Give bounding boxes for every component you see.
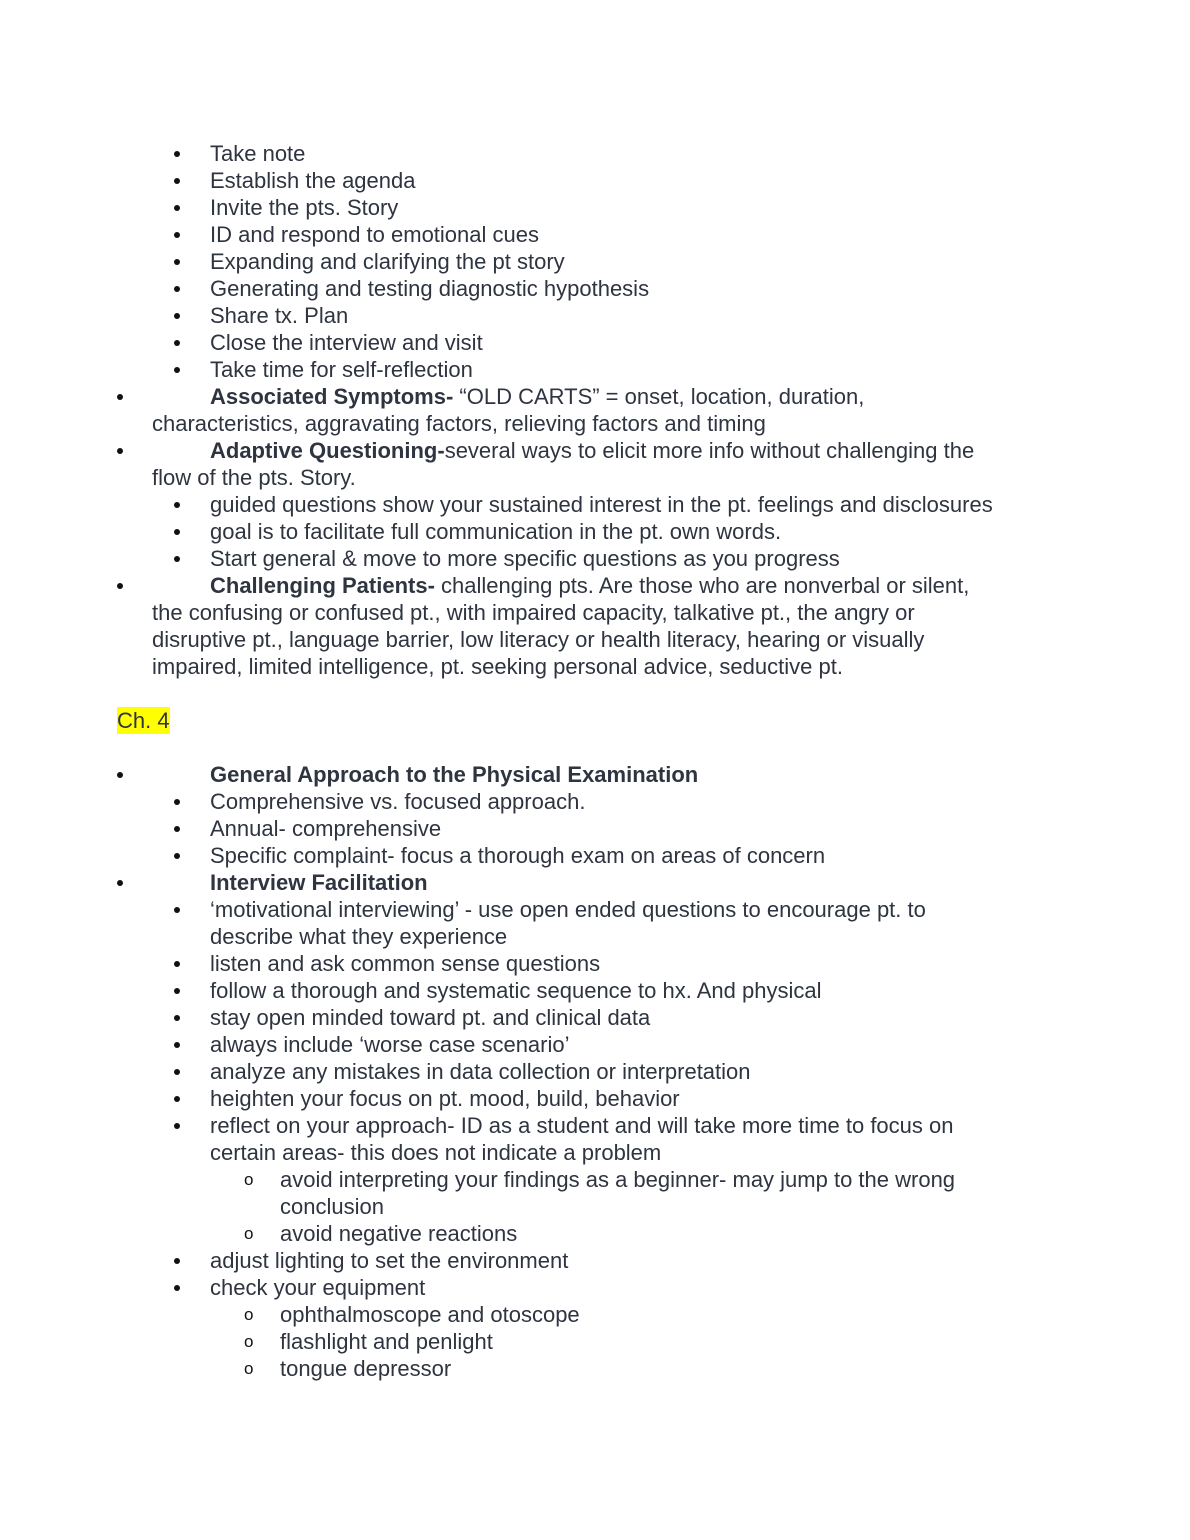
- challenging-patients-term: Challenging Patients-: [210, 573, 435, 598]
- list-item: listen and ask common sense questions: [0, 950, 1190, 977]
- associated-symptoms-item: [0, 383, 1040, 437]
- sub-list-item: o ophthalmoscope and otoscope: [0, 1301, 1190, 1328]
- list-item: heighten your focus on pt. mood, build, behavior: [0, 1085, 1190, 1112]
- list-item: Expanding and clarifying the pt story: [0, 248, 1190, 275]
- interview-facilitation-term: Interview Facilitation: [210, 870, 428, 895]
- general-approach-item: [0, 761, 1190, 788]
- list-item: Establish the agenda: [0, 167, 1190, 194]
- list-item: Start general & move to more specific questions as you progress: [0, 545, 1190, 572]
- list-item: reflect on your approach- ID as a student and will take more time to focus on certain areas- this does not indicate a problem: [0, 1112, 1010, 1166]
- associated-symptoms-term: Associated Symptoms-: [210, 384, 454, 409]
- list-item: Take note: [0, 140, 1190, 167]
- chapter-heading: Ch. 4: [117, 708, 170, 733]
- list-item: Close the interview and visit: [0, 329, 1190, 356]
- list-item: analyze any mistakes in data collection or interpretation: [0, 1058, 1190, 1085]
- list-item: Annual- comprehensive: [0, 815, 1190, 842]
- list-item: Invite the pts. Story: [0, 194, 1190, 221]
- list-item: ‘motivational interviewing’ - use open ended questions to encourage pt. to describe what they experience: [0, 896, 1000, 950]
- list-item: goal is to facilitate full communication in the pt. own words.: [0, 518, 1190, 545]
- adaptive-questioning-cont: flow of the pts. Story.: [152, 465, 356, 490]
- list-item: stay open minded toward pt. and clinical data: [0, 1004, 1190, 1031]
- interview-facilitation-item: [0, 869, 1190, 896]
- adaptive-questioning-item: [0, 437, 1040, 491]
- sub-list-item: o avoid interpreting your findings as a beginner- may jump to the wrong conclusion: [0, 1166, 1010, 1220]
- list-item: check your equipment: [0, 1274, 1190, 1301]
- associated-symptoms-text: “OLD CARTS” = onset, location, duration,: [453, 384, 865, 409]
- challenging-patients-text: challenging pts. Are those who are nonverbal or silent,: [434, 573, 970, 598]
- sub-list-item: o flashlight and penlight: [0, 1328, 1190, 1355]
- list-item: Generating and testing diagnostic hypothesis: [0, 275, 1190, 302]
- list-item: Share tx. Plan: [0, 302, 1190, 329]
- list-item: Comprehensive vs. focused approach.: [0, 788, 1190, 815]
- sub-list-item: o avoid negative reactions: [0, 1220, 1190, 1247]
- list-item: Take time for self-reflection: [0, 356, 1190, 383]
- adaptive-questioning-text: several ways to elicit more info without challenging the: [444, 438, 975, 463]
- associated-symptoms-cont: characteristics, aggravating factors, relieving factors and timing: [152, 411, 766, 436]
- challenging-patients-cont: the confusing or confused pt., with impaired capacity, talkative pt., the angry or disruptive pt., language barrier, low literacy or health literacy, hearing or visually impaired, limited intelligence, pt. seeking personal advice, seductive pt.: [152, 600, 925, 679]
- challenging-patients-item: [0, 572, 1040, 680]
- list-item: Specific complaint- focus a thorough exam on areas of concern: [0, 842, 1190, 869]
- list-item: ID and respond to emotional cues: [0, 221, 1190, 248]
- general-approach-term: General Approach to the Physical Examination: [210, 762, 699, 787]
- adaptive-questioning-term: Adaptive Questioning-: [210, 438, 445, 463]
- list-item: guided questions show your sustained interest in the pt. feelings and disclosures: [0, 491, 1190, 518]
- list-item: follow a thorough and systematic sequence to hx. And physical: [0, 977, 1190, 1004]
- sub-list-item: o tongue depressor: [0, 1355, 1190, 1382]
- list-item: always include ‘worse case scenario’: [0, 1031, 1190, 1058]
- document-page: [0, 140, 1190, 1382]
- list-item: adjust lighting to set the environment: [0, 1247, 1190, 1274]
